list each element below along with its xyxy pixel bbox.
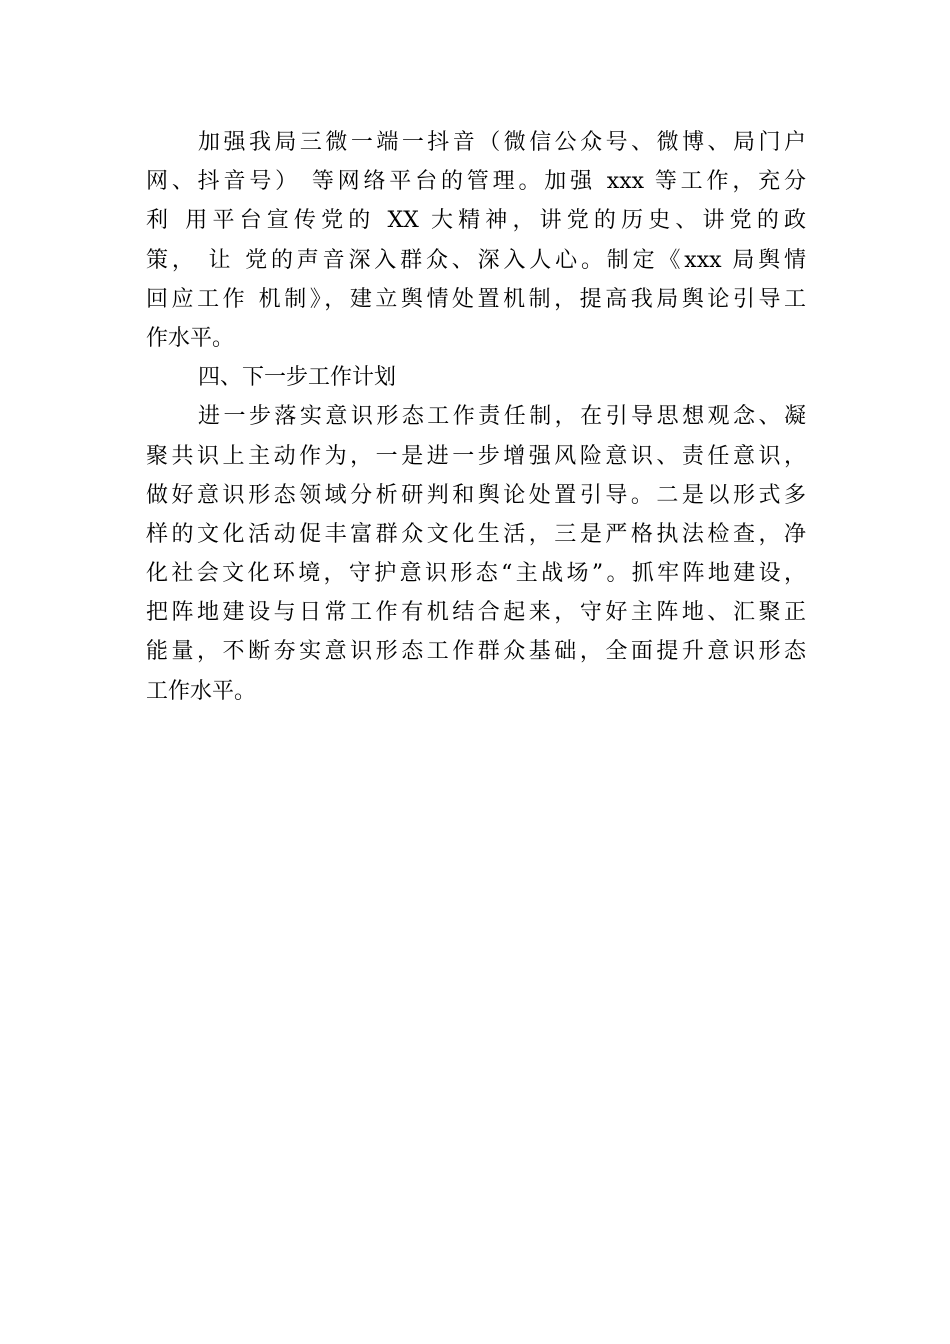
paragraph-line: 聚共识上主动作为，一是进一步增强风险意识、责任意识， [146, 443, 806, 469]
paragraph-next-steps [146, 397, 806, 711]
section-heading: 四、下一步工作计划 [198, 365, 397, 391]
paragraph-line: 进一步落实意识形态工作责任制，在引导思想观念、凝 [198, 404, 806, 430]
paragraph-line: 策， 让 党的声音深入群众、深入人心。制定《xxx 局舆情 [146, 247, 806, 273]
paragraph-line: 做好意识形态领域分析研判和舆论处置引导。二是以形式多 [146, 482, 806, 508]
paragraph-line: 作水平。 [146, 325, 235, 351]
paragraph-line: 化社会文化环境，守护意识形态“主战场”。抓牢阵地建设， [146, 561, 806, 587]
paragraph-platform-management [146, 123, 806, 358]
paragraph-line: 工作水平。 [146, 678, 257, 704]
paragraph-line: 网、抖音号） 等网络平台的管理。加强 xxx 等工作，充分 [146, 169, 806, 195]
paragraph-line: 样的文化活动促丰富群众文化生活，三是严格执法检查，净 [146, 521, 806, 547]
paragraph-line: 把阵地建设与日常工作有机结合起来，守好主阵地、汇聚正 [146, 600, 806, 626]
paragraph-line: 利 用平台宣传党的 XX 大精神，讲党的历史、讲党的政 [146, 208, 806, 234]
paragraph-line: 加强我局三微一端一抖音（微信公众号、微博、局门户 [198, 130, 806, 155]
paragraph-line: 能量，不断夯实意识形态工作群众基础，全面提升意识形态 [146, 639, 806, 665]
document-body [146, 123, 806, 711]
paragraph-line: 回应工作 机制》，建立舆情处置机制，提高我局舆论引导工 [146, 286, 806, 312]
